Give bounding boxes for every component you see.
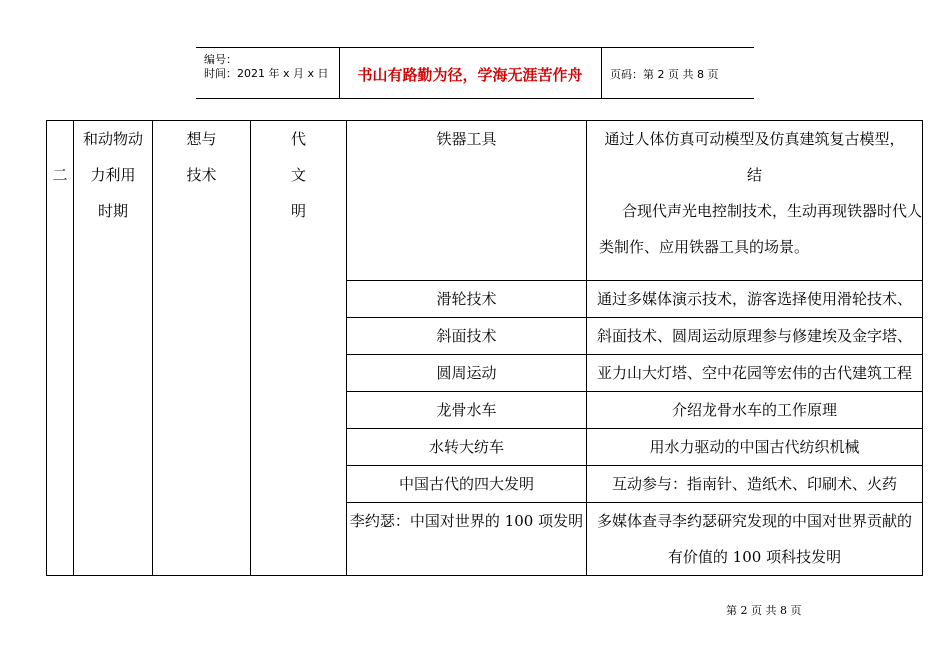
desc-cell	[587, 318, 923, 355]
item-cell	[347, 466, 587, 503]
item-cell	[347, 429, 587, 466]
desc-cell	[587, 503, 923, 576]
item-cell	[347, 318, 587, 355]
theme-line: 技术	[186, 166, 217, 184]
desc-line: 多媒体查寻李约瑟研究发现的中国对世界贡献的	[596, 512, 912, 530]
desc-cell	[587, 466, 923, 503]
exhibit-table	[46, 120, 923, 576]
item-name: 滑轮技术	[436, 290, 497, 308]
header-motto-cell	[339, 48, 602, 98]
period-line: 和动物动	[82, 130, 143, 148]
header-meta-cell	[196, 48, 340, 98]
document-number-label: 编号：	[204, 53, 237, 66]
item-cell	[347, 392, 587, 429]
era-line: 文	[290, 166, 306, 184]
desc-cell	[587, 355, 923, 392]
era-line: 明	[290, 202, 306, 220]
header-page-cell	[602, 48, 754, 98]
item-name: 李约瑟：中国对世界的 100 项发明	[349, 512, 584, 530]
desc-cell	[587, 121, 923, 281]
item-cell	[347, 503, 587, 576]
period-line: 时期	[97, 202, 128, 220]
desc-cell	[587, 429, 923, 466]
section-number-cell	[47, 121, 74, 576]
period-cell	[74, 121, 153, 576]
theme-cell	[153, 121, 251, 576]
desc-line: 通过多媒体演示技术，游客选择使用滑轮技术、	[596, 290, 912, 308]
item-name: 铁器工具	[436, 130, 497, 148]
desc-line: 结	[746, 166, 762, 184]
table-row	[47, 121, 923, 281]
desc-line: 互动参与：指南针、造纸术、印刷术、火药	[611, 475, 897, 493]
desc-line: 有价值的 100 项科技发明	[667, 548, 842, 566]
desc-line: 类制作、应用铁器工具的场景。	[599, 238, 810, 256]
section-number: 二	[52, 166, 68, 184]
item-name: 圆周运动	[436, 364, 497, 382]
item-cell	[347, 121, 587, 281]
item-name: 斜面技术	[436, 327, 497, 345]
desc-line: 亚力山大灯塔、空中花园等宏伟的古代建筑工程	[596, 364, 912, 382]
desc-line: 用水力驱动的中国古代纺织机械	[649, 438, 860, 456]
page-footer: 第 2 页 共 8 页	[726, 604, 802, 617]
desc-cell	[587, 281, 923, 318]
theme-line: 想与	[186, 130, 217, 148]
era-line: 代	[290, 130, 306, 148]
desc-line: 合现代声光电控制技术，生动再现铁器时代人	[621, 202, 922, 220]
desc-line: 介绍龙骨水车的工作原理	[671, 401, 837, 419]
item-cell	[347, 281, 587, 318]
desc-cell	[587, 392, 923, 429]
item-name: 龙骨水车	[436, 401, 497, 419]
item-cell	[347, 355, 587, 392]
item-name: 水转大纺车	[428, 438, 504, 456]
header-page-label: 页码：第 2 页 共 8 页	[610, 68, 719, 81]
page-header	[196, 47, 754, 99]
document-time-label: 时间：2021 年 x 月 x 日	[204, 67, 329, 80]
item-name: 中国古代的四大发明	[398, 475, 534, 493]
desc-line: 斜面技术、圆周运动原理参与修建埃及金字塔、	[596, 327, 912, 345]
era-cell	[251, 121, 347, 576]
header-motto: 书山有路勤为径，学海无涯苦作舟	[357, 66, 583, 84]
desc-line: 通过人体仿真可动模型及仿真建筑复古模型，	[604, 130, 905, 148]
period-line: 力利用	[90, 166, 136, 184]
